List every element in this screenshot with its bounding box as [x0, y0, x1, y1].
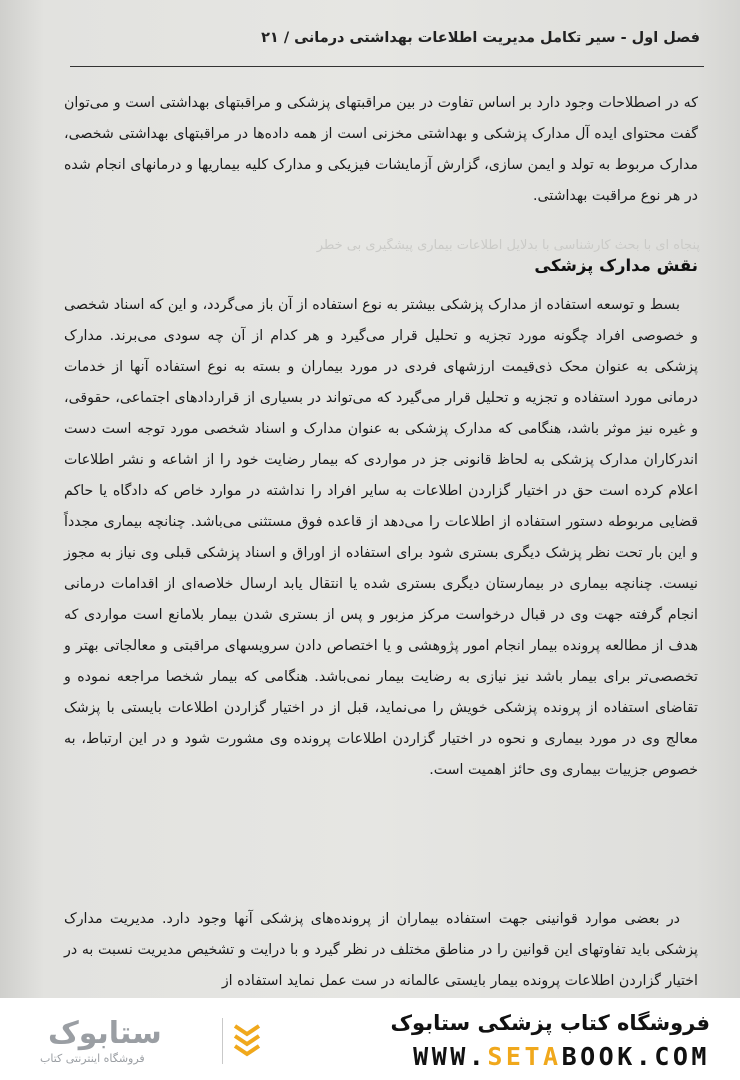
paragraph-2: بسط و توسعه استفاده از مدارک پزشکی بیشتر به نوع استفاده از آن باز می‌گردد، و این که اسناد شخصی و خصوصی افراد چگونه مورد تجزیه و تحلیل قرار می‌گیرد و هر کدام از آن چه سودی می‌برند. مدارک پزشکی به عنوان محک ذی‌قیمت ارزشهای فردی در مورد بیماران و بسته به نوع استفاده آنها از خدمات درمانی مورد استفاده و تجزیه و تحلیل قرار می‌گیرد که می‌تواند در بسیاری از قراردادهای اجتماعی، حقوقی، و غیره نیز موثر باشد، هنگامی که مدارک پزشکی به عنوان مدارک و اسناد شخصی مورد توجه است دست اندرکاران مدارک پزشکی به لحاظ قانونی جز در مواردی که بیمار رضایت خود را از اشاعه و نشر اطلاعات اعلام کرده است حق در اختیار گزاردن اطلاعات به سایر افراد را نداشته در موارد خاص که دادگاه یا حاکم قضایی مربوطه دستور استفاده از اطلاعات را می‌دهد از قاعده فوق مستثنی می‌باشد. چنانچه بیماری مجدداً و این بار تحت نظر پزشک دیگری بستری شود برای استفاده از اوراق و اسناد پزشکی قبلی وی نیاز به مجوز نیست. چنانچه بیماری در بیمارستان دیگری بستری شده یا انتقال یابد ارسال خلاصه‌ای از اقدامات درمانی انجام گرفته جهت وی در قبال درخواست مرکز مزبور و پس از بستری شدن بیمار بلامانع است مواردی که هدف از مطالعه پرونده بیمار انجام امور پژوهشی و یا اختصاص دادن سرویسهای مراقبتی و معالجاتی بهتر و تخصصی‌تر برای بیمار باشد نیز نیازی به رضایت بیمار نمی‌باشد. هنگامی که بیمار شخصا مراجعه نموده و تقاضای استفاده از پرونده پزشکی خویش را می‌نماید، قبل از در اختیار گزاردن اطلاعات بایستی با پزشک معالج وی در مورد بیماری و نحوه در اختیار گزاردن اطلاعات پرونده وی مشورت شود و در این ارتباط، به خصوص جزییات بیماری وی حائز اهمیت است. [64, 297, 698, 778]
logo-wordmark: ستابوک [48, 1016, 162, 1051]
header-rule [70, 66, 704, 67]
store-url[interactable] [413, 1042, 710, 1071]
bleed-through-text: پنجاه ‌ای با بحث ‌کارشناسی ‌با بدلایل اطلاعات ‌بیماری ‌پیشگیری ‌بی ‌خطر [316, 238, 700, 253]
logo-divider [222, 1018, 223, 1064]
logo-tagline: فروشگاه اینترنتی کتاب [40, 1052, 145, 1065]
store-footer-banner [0, 998, 740, 1080]
running-head: فصل اول - سیر تکامل مدیریت اطلاعات بهداشتی درمانی / ۲۱ [261, 30, 700, 46]
paragraph-3: در بعضی موارد قوانینی جهت استفاده بیماران از پرونده‌های پزشکی آنها وجود دارد. مدیریت مدارک پزشکی باید تفاوتهای این قوانین را در مناطق مختلف در نظر گیرد و با درایت و تشخیص مدیریت نسبت به در اختیار گزاردن اطلاعات پرونده بیمار بایستی عالمانه در ست عمل نماید استفاده از [64, 911, 698, 989]
store-name: فروشگاه کتاب پزشکی ستابوک [390, 1011, 710, 1035]
url-accent: SETA [487, 1042, 562, 1071]
url-prefix: WWW. [413, 1042, 488, 1071]
url-suffix: BOOK.COM [561, 1042, 710, 1071]
book-stack-icon [232, 1018, 262, 1064]
store-logo[interactable] [14, 1006, 264, 1072]
section-heading: نقش مدارک پزشکی [534, 256, 698, 275]
paragraph-1: که در اصطلاحات وجود دارد بر اساس تفاوت در بین مراقبتهای پزشکی و مراقبتهای بهداشتی است و می‌توان گفت محتوای ایده آل مدارک پزشکی و بهداشتی مخزنی است از همه داده‌ها در مراقبتهای بهداشتی شخصی، مدارک مربوط به تولد و ایمن سازی، گزارش آزمایشات فیزیکی و مدارک کلیه بیماریها و درمانهای انجام شده در هر نوع مراقبت بهداشتی. [64, 95, 698, 204]
